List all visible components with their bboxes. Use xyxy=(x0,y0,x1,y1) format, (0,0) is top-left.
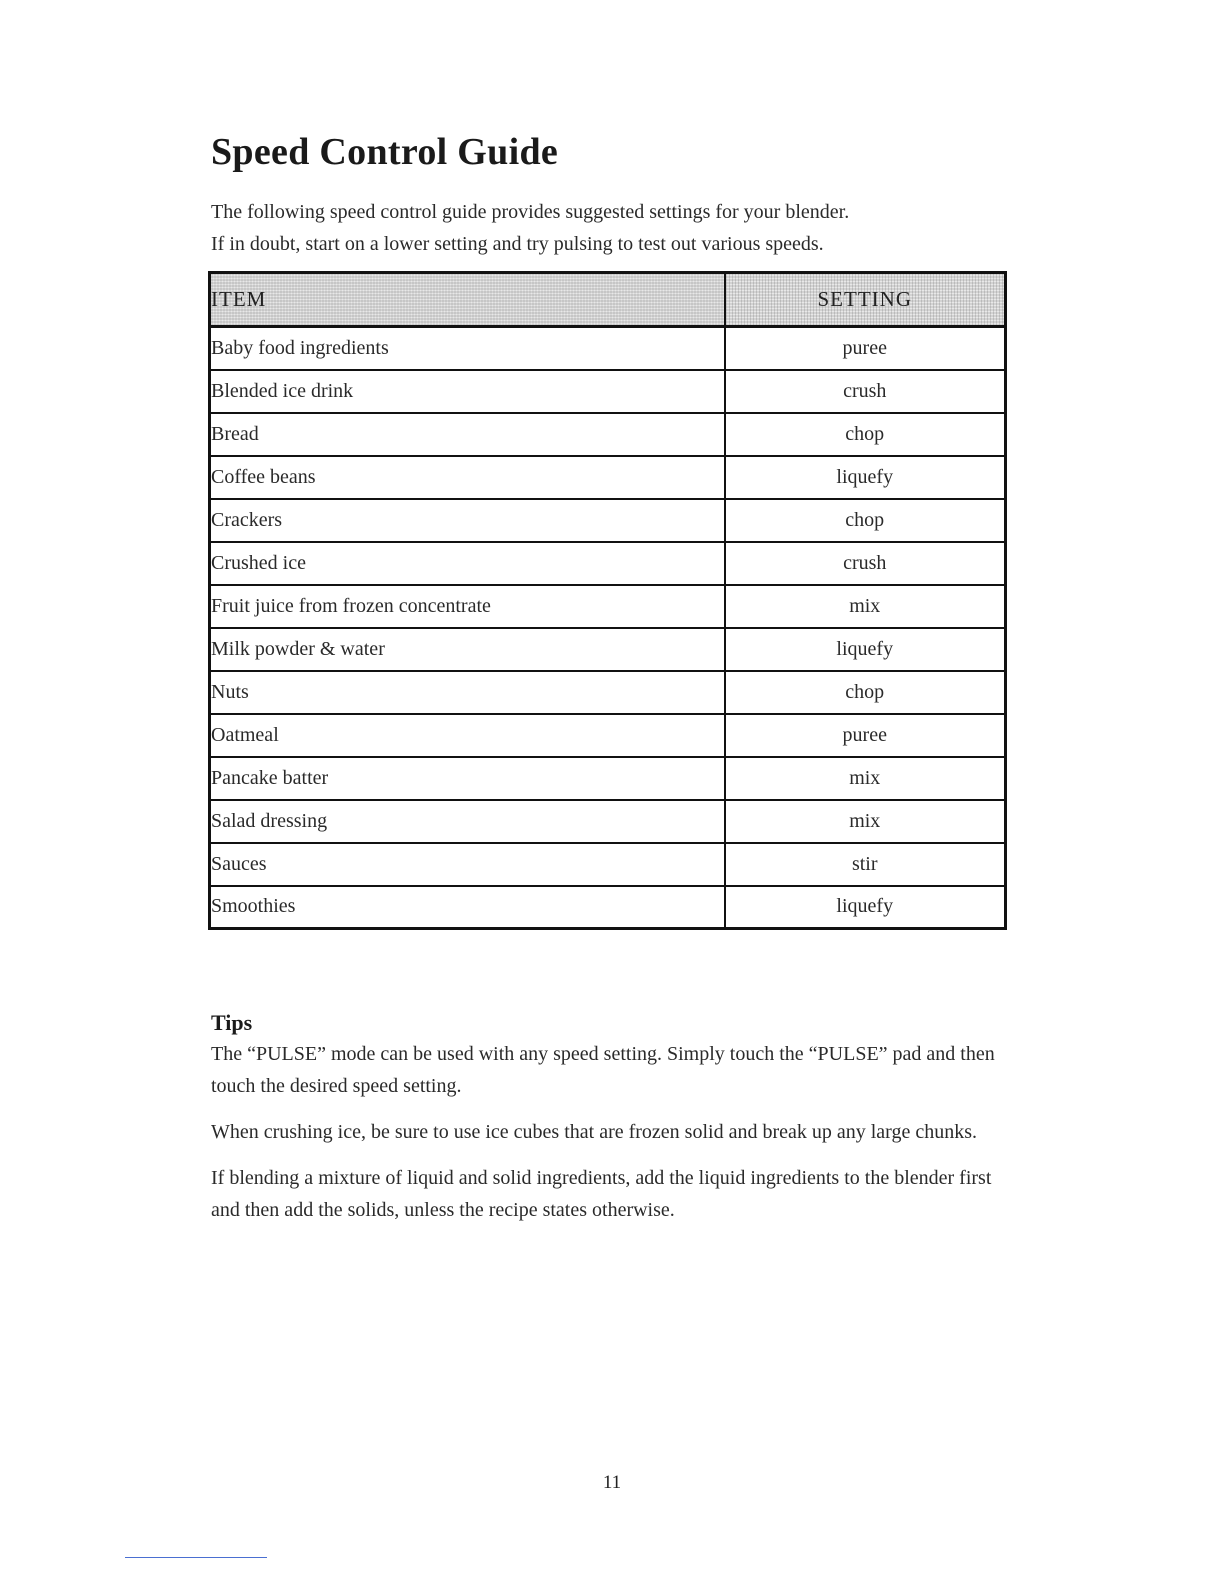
tips-section xyxy=(211,1038,1001,1240)
intro-line-1: The following speed control guide provides suggested settings for your blender. xyxy=(211,201,850,223)
row-setting: chop xyxy=(725,499,1006,542)
row-item: Fruit juice from frozen concentrate xyxy=(210,585,725,628)
page-title: Speed Control Guide xyxy=(211,131,559,173)
row-setting: liquefy xyxy=(725,456,1006,499)
table-header-row xyxy=(210,273,1006,327)
row-item: Bread xyxy=(210,413,725,456)
row-setting: liquefy xyxy=(725,628,1006,671)
row-setting: stir xyxy=(725,843,1006,886)
row-item: Crackers xyxy=(210,499,725,542)
table-row xyxy=(210,714,1006,757)
row-item: Salad dressing xyxy=(210,800,725,843)
table-row xyxy=(210,413,1006,456)
row-setting: mix xyxy=(725,585,1006,628)
row-setting: crush xyxy=(725,542,1006,585)
table-row xyxy=(210,843,1006,886)
row-item: Blended ice drink xyxy=(210,370,725,413)
table-row xyxy=(210,542,1006,585)
table-row xyxy=(210,585,1006,628)
speed-control-table xyxy=(208,271,1007,930)
row-setting: liquefy xyxy=(725,886,1006,929)
row-setting: puree xyxy=(725,714,1006,757)
page-number: 11 xyxy=(602,1472,622,1493)
intro-line-2: If in doubt, start on a lower setting and try pulsing to test out various speeds. xyxy=(211,233,824,255)
intro-text xyxy=(211,196,1011,260)
table-row xyxy=(210,499,1006,542)
tip-paragraph: If blending a mixture of liquid and solid ingredients, add the liquid ingredients to the blender first and then add the solids, unless the recipe states otherwise. xyxy=(211,1167,992,1221)
tip-paragraph: When crushing ice, be sure to use ice cubes that are frozen solid and break up any large chunks. xyxy=(211,1121,978,1143)
table-row xyxy=(210,886,1006,929)
tip-paragraph: The “PULSE” mode can be used with any speed setting. Simply touch the “PULSE” pad and then touch the desired speed setting. xyxy=(211,1043,995,1097)
table-row xyxy=(210,800,1006,843)
row-item: Pancake batter xyxy=(210,757,725,800)
row-item: Crushed ice xyxy=(210,542,725,585)
row-setting: chop xyxy=(725,671,1006,714)
header-item: ITEM xyxy=(210,273,725,327)
table-row xyxy=(210,671,1006,714)
row-item: Coffee beans xyxy=(210,456,725,499)
row-setting: crush xyxy=(725,370,1006,413)
row-setting: chop xyxy=(725,413,1006,456)
footer-rule xyxy=(125,1557,267,1558)
table-row xyxy=(210,757,1006,800)
row-item: Milk powder & water xyxy=(210,628,725,671)
header-setting: SETTING xyxy=(725,273,1006,327)
row-item: Baby food ingredients xyxy=(210,327,725,370)
tips-heading: Tips xyxy=(211,1010,253,1035)
row-item: Sauces xyxy=(210,843,725,886)
row-setting: puree xyxy=(725,327,1006,370)
row-item: Smoothies xyxy=(210,886,725,929)
row-item: Nuts xyxy=(210,671,725,714)
table-row xyxy=(210,370,1006,413)
row-setting: mix xyxy=(725,800,1006,843)
table-row xyxy=(210,327,1006,370)
table-row xyxy=(210,628,1006,671)
row-setting: mix xyxy=(725,757,1006,800)
row-item: Oatmeal xyxy=(210,714,725,757)
table-row xyxy=(210,456,1006,499)
